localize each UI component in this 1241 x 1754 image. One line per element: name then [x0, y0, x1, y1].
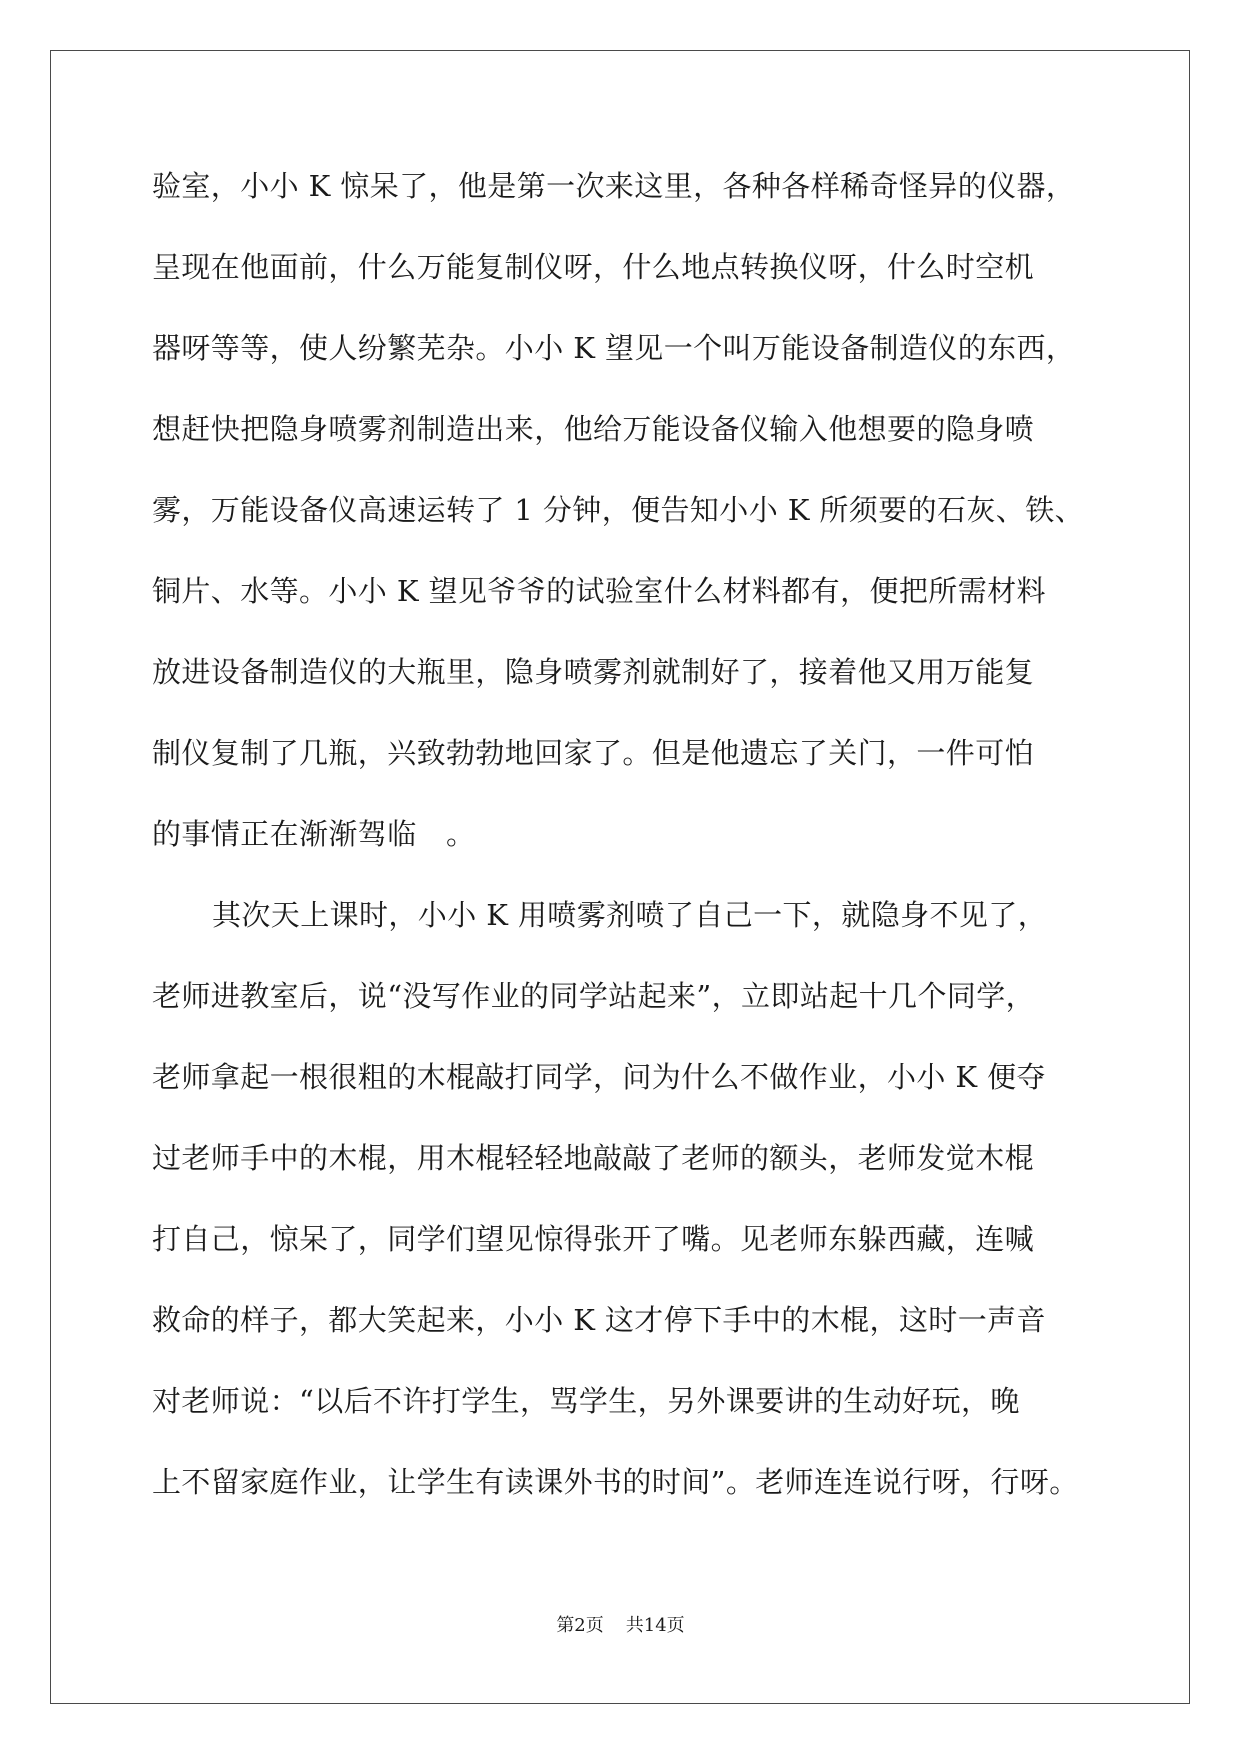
page-footer [0, 1614, 1241, 1638]
text-line: 想赶快把隐身喷雾剂制造出来，他给万能设备仪输入他想要的隐身喷 [152, 412, 1035, 446]
text-line: 器呀等等，使人纷繁芜杂。小小 K 望见一个叫万能设备制造仪的东西， [152, 331, 1076, 365]
text-line: 过老师手中的木棍，用木棍轻轻地敲敲了老师的额头，老师发觉木棍 [152, 1141, 1035, 1175]
total-pages: 共14页 [625, 1615, 685, 1636]
text-line: 打自己，惊呆了，同学们望见惊得张开了嘴。见老师东躲西藏，连喊 [152, 1222, 1035, 1256]
text-line: 老师进教室后，说“没写作业的同学站起来”，立即站起十几个同学， [152, 979, 1036, 1013]
paragraph-start-line: 其次天上课时，小小 K 用喷雾剂喷了自己一下，就隐身不见了， [212, 898, 1048, 932]
document-body [152, 146, 1097, 1523]
text-line: 老师拿起一根很粗的木棍敲打同学，问为什么不做作业，小小 K 便夺 [152, 1060, 1046, 1094]
text-line: 救命的样子，都大笑起来，小小 K 这才停下手中的木棍，这时一声音 [152, 1303, 1046, 1337]
text-line: 的事情正在渐渐驾临 。 [152, 817, 476, 851]
text-line: 雾，万能设备仪高速运转了 1 分钟，便告知小小 K 所须要的石灰、铁、 [152, 493, 1084, 527]
text-line: 制仪复制了几瓶，兴致勃勃地回家了。但是他遗忘了关门，一件可怕 [152, 736, 1035, 770]
text-line: 放进设备制造仪的大瓶里，隐身喷雾剂就制好了，接着他又用万能复 [152, 655, 1035, 689]
text-line: 验室，小小 K 惊呆了，他是第一次来这里，各种各样稀奇怪异的仪器， [152, 169, 1076, 203]
text-line: 对老师说：“以后不许打学生，骂学生，另外课要讲的生动好玩，晚 [152, 1384, 1020, 1418]
text-line: 呈现在他面前，什么万能复制仪呀，什么地点转换仪呀，什么时空机 [152, 250, 1035, 284]
text-line: 铜片、水等。小小 K 望见爷爷的试验室什么材料都有，便把所需材料 [152, 574, 1046, 608]
current-page-number: 第2页 [556, 1615, 604, 1636]
text-line: 上不留家庭作业，让学生有读课外书的时间”。老师连连说行呀，行呀。 [152, 1465, 1079, 1499]
